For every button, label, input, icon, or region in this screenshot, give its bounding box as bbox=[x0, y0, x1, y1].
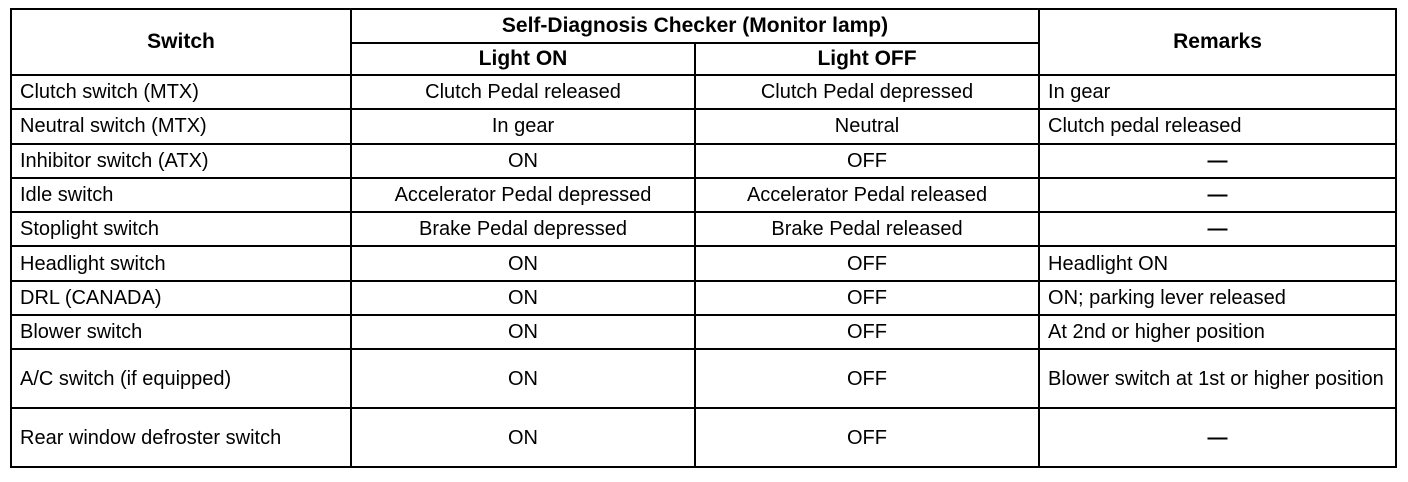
cell-light-off: Accelerator Pedal released bbox=[695, 178, 1039, 212]
cell-light-on: Clutch Pedal released bbox=[351, 75, 695, 109]
cell-light-on: ON bbox=[351, 349, 695, 408]
cell-remarks: — bbox=[1039, 144, 1396, 178]
cell-remarks: — bbox=[1039, 212, 1396, 246]
cell-switch: Inhibitor switch (ATX) bbox=[11, 144, 351, 178]
cell-light-on: ON bbox=[351, 408, 695, 467]
cell-light-off: Neutral bbox=[695, 109, 1039, 143]
cell-remarks: — bbox=[1039, 178, 1396, 212]
table-row bbox=[11, 281, 1396, 315]
cell-switch: Clutch switch (MTX) bbox=[11, 75, 351, 109]
cell-remarks: In gear bbox=[1039, 75, 1396, 109]
cell-switch: DRL (CANADA) bbox=[11, 281, 351, 315]
cell-light-off: OFF bbox=[695, 349, 1039, 408]
cell-light-off: OFF bbox=[695, 246, 1039, 280]
cell-light-on: ON bbox=[351, 281, 695, 315]
cell-remarks: At 2nd or higher position bbox=[1039, 315, 1396, 349]
cell-switch: Neutral switch (MTX) bbox=[11, 109, 351, 143]
cell-switch: Headlight switch bbox=[11, 246, 351, 280]
table-row bbox=[11, 75, 1396, 109]
cell-light-on: Accelerator Pedal depressed bbox=[351, 178, 695, 212]
cell-switch: Idle switch bbox=[11, 178, 351, 212]
cell-light-on: ON bbox=[351, 246, 695, 280]
cell-switch: Rear window defroster switch bbox=[11, 408, 351, 467]
cell-switch: Blower switch bbox=[11, 315, 351, 349]
cell-switch: A/C switch (if equipped) bbox=[11, 349, 351, 408]
cell-remarks: — bbox=[1039, 408, 1396, 467]
cell-light-off: OFF bbox=[695, 408, 1039, 467]
table-row bbox=[11, 349, 1396, 408]
table-row bbox=[11, 109, 1396, 143]
cell-remarks: Headlight ON bbox=[1039, 246, 1396, 280]
cell-light-on: Brake Pedal depressed bbox=[351, 212, 695, 246]
cell-light-on: In gear bbox=[351, 109, 695, 143]
table-row bbox=[11, 212, 1396, 246]
cell-light-off: OFF bbox=[695, 144, 1039, 178]
header-light-on: Light ON bbox=[351, 43, 695, 75]
cell-light-on: ON bbox=[351, 315, 695, 349]
header-light-off: Light OFF bbox=[695, 43, 1039, 75]
cell-light-off: OFF bbox=[695, 315, 1039, 349]
cell-remarks: ON; parking lever released bbox=[1039, 281, 1396, 315]
table-row bbox=[11, 144, 1396, 178]
cell-light-off: Brake Pedal released bbox=[695, 212, 1039, 246]
cell-light-on: ON bbox=[351, 144, 695, 178]
table-row bbox=[11, 408, 1396, 467]
cell-switch: Stoplight switch bbox=[11, 212, 351, 246]
header-switch: Switch bbox=[11, 9, 351, 75]
self-diagnosis-table bbox=[10, 8, 1397, 468]
table-row bbox=[11, 246, 1396, 280]
cell-remarks: Blower switch at 1st or higher position bbox=[1039, 349, 1396, 408]
cell-remarks: Clutch pedal released bbox=[1039, 109, 1396, 143]
header-self-diagnosis-checker: Self-Diagnosis Checker (Monitor lamp) bbox=[351, 9, 1039, 43]
table-row bbox=[11, 315, 1396, 349]
header-remarks: Remarks bbox=[1039, 9, 1396, 75]
table-row bbox=[11, 178, 1396, 212]
cell-light-off: OFF bbox=[695, 281, 1039, 315]
cell-light-off: Clutch Pedal depressed bbox=[695, 75, 1039, 109]
